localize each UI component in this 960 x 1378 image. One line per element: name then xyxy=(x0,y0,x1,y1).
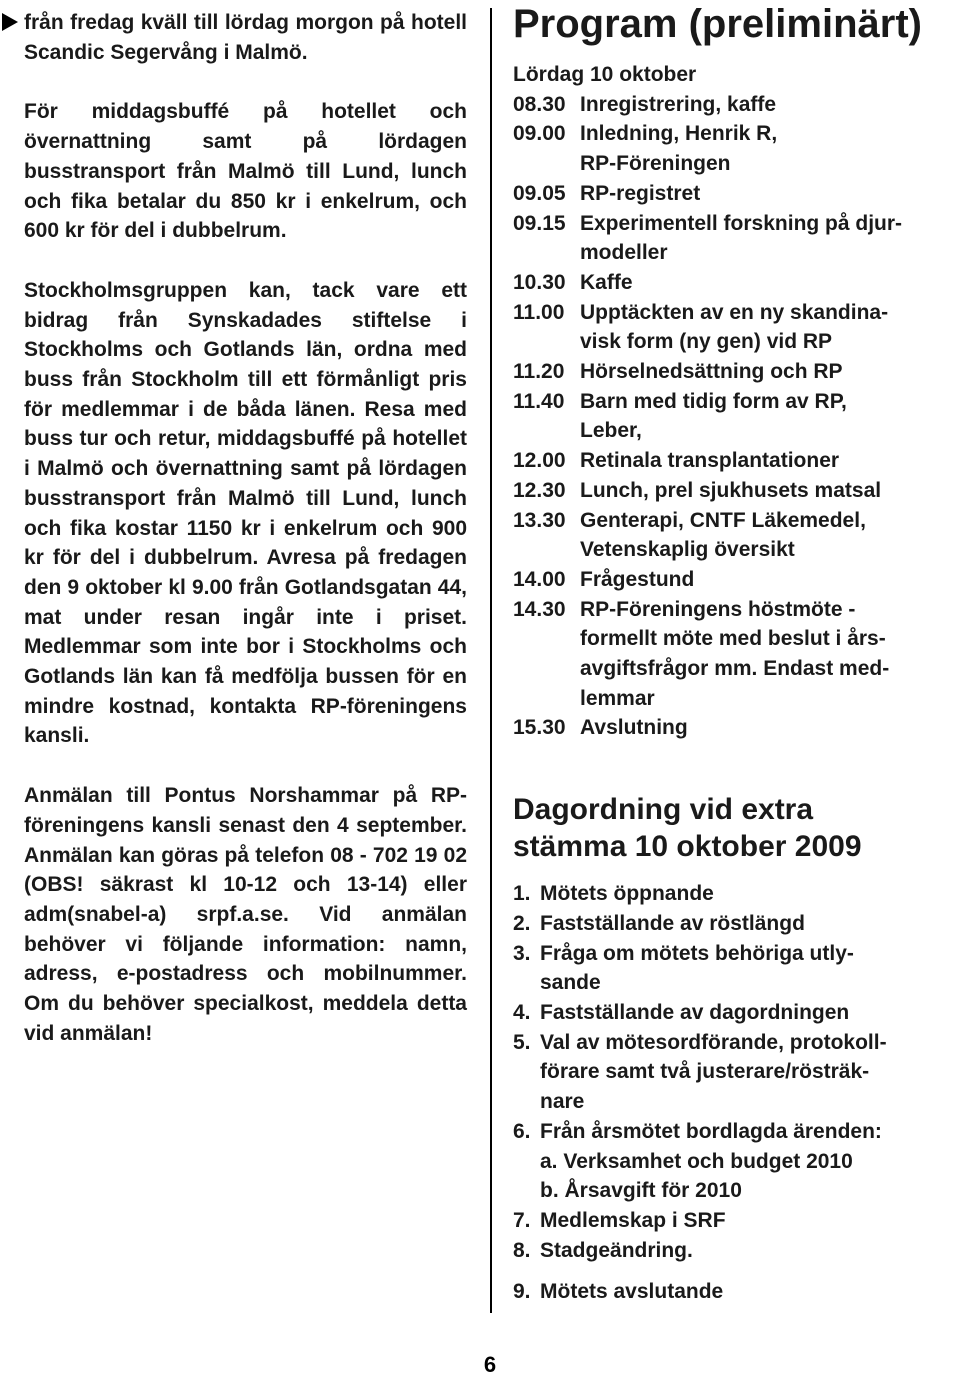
program-text-line: Barn med tidig form av RP, xyxy=(580,389,847,413)
program-item xyxy=(513,506,953,565)
agenda-title-line1: Dagordning vid extra xyxy=(513,793,814,827)
agenda-item xyxy=(513,939,953,998)
agenda-text xyxy=(540,1277,953,1307)
program-time: 11.20 xyxy=(513,360,565,384)
program-item xyxy=(513,357,953,387)
program-list xyxy=(513,90,953,743)
agenda-text xyxy=(540,1206,953,1236)
agenda-text-line: Stadgeändring. xyxy=(540,1238,693,1262)
program-text-line: Genterapi, CNTF Läkemedel, xyxy=(580,508,866,532)
agenda-text xyxy=(540,998,953,1028)
agenda-text-line: Fastställande av röstlängd xyxy=(540,911,805,935)
program-text xyxy=(580,595,953,714)
agenda-number: 4. xyxy=(513,1000,531,1024)
program-text-line: Leber, xyxy=(580,419,642,443)
arrow-right-icon xyxy=(2,13,18,31)
program-text xyxy=(580,565,953,595)
agenda-list xyxy=(513,879,953,1307)
program-time: 12.00 xyxy=(513,449,566,473)
program-time: 14.00 xyxy=(513,567,566,591)
agenda-title-line2: stämma 10 oktober 2009 xyxy=(513,830,862,864)
program-text-line: modeller xyxy=(580,241,668,265)
paragraph-intro: från fredag kväll till lördag morgon på hotell Scandic Segervång i Malmö. xyxy=(24,11,467,64)
page-number: 6 xyxy=(483,1352,497,1377)
program-item xyxy=(513,179,953,209)
program-text-line: Experimentell forskning på djur- xyxy=(580,211,903,235)
program-text xyxy=(580,268,953,298)
program-text xyxy=(580,476,953,506)
agenda-number: 1. xyxy=(513,882,531,906)
program-item xyxy=(513,298,953,357)
program-item xyxy=(513,713,953,743)
agenda-text-line: nare xyxy=(540,1090,585,1114)
program-time: 12.30 xyxy=(513,478,566,502)
program-text-line: avgiftsfrågor mm. Endast med- xyxy=(580,657,890,681)
program-text-line: visk form (ny gen) vid RP xyxy=(580,330,833,354)
program-text xyxy=(580,119,953,178)
program-text-line: Vetenskaplig översikt xyxy=(580,538,795,562)
program-text xyxy=(580,357,953,387)
agenda-text xyxy=(540,879,953,909)
program-time: 08.30 xyxy=(513,92,566,116)
program-text-line: Lunch, prel sjukhusets matsal xyxy=(580,478,882,502)
program-text xyxy=(580,506,953,565)
agenda-text xyxy=(540,1117,953,1206)
program-text xyxy=(580,90,953,120)
paragraph-price: För middagsbuffé på hotellet och övernattning samt på lördagen busstransport från Malmö till Lund, lunch och fika betalar du 850 kr i enkelrum, och 600 kr för del i dubbelrum. xyxy=(24,100,467,243)
program-title: Program (preliminärt) xyxy=(513,2,922,46)
program-time: 11.00 xyxy=(513,300,565,324)
agenda-item xyxy=(513,1028,953,1117)
program-text xyxy=(580,713,953,743)
program-text-line: Upptäckten av en ny skandina- xyxy=(580,300,889,324)
program-item xyxy=(513,119,953,178)
program-item xyxy=(513,90,953,120)
program-time: 09.05 xyxy=(513,181,566,205)
agenda-item xyxy=(513,1277,953,1307)
program-time: 14.30 xyxy=(513,597,566,621)
agenda-text-line: Mötets avslutande xyxy=(540,1280,724,1304)
program-text-line: Kaffe xyxy=(580,270,633,294)
agenda-text-line: sande xyxy=(540,971,601,995)
agenda-text-line: Fastställande av dagordningen xyxy=(540,1000,850,1024)
program-text-line: Frågestund xyxy=(580,567,695,591)
program-time: 09.15 xyxy=(513,211,566,235)
program-item xyxy=(513,268,953,298)
program-text-line: Avslutning xyxy=(580,716,688,740)
agenda-text-line: Fråga om mötets behöriga utly- xyxy=(540,941,854,965)
program-text xyxy=(580,179,953,209)
program-item xyxy=(513,476,953,506)
program-text-line: formellt möte med beslut i års- xyxy=(580,627,886,651)
program-text xyxy=(580,387,953,446)
program-text-line: RP-Föreningen xyxy=(580,152,731,176)
program-time: 10.30 xyxy=(513,270,566,294)
agenda-text-line: Val av mötesordförande, protokoll- xyxy=(540,1030,887,1054)
program-text-line: Inledning, Henrik R, xyxy=(580,122,778,146)
program-text xyxy=(580,446,953,476)
agenda-item xyxy=(513,1117,953,1206)
program-text-line: Hörselnedsättning och RP xyxy=(580,360,843,384)
agenda-text-line: b. Årsavgift för 2010 xyxy=(540,1179,742,1203)
program-item xyxy=(513,209,953,268)
agenda-text xyxy=(540,909,953,939)
column-divider xyxy=(490,8,492,1313)
agenda-text-line: Medlemskap i SRF xyxy=(540,1208,726,1232)
paragraph-stockholm: Stockholmsgruppen kan, tack vare ett bidrag från Synskadades stiftelse i Stockholms och Gotlands län, ordna med buss från Stockholm till ett förmånligt pris för medlemmar i de båda länen. Resa med buss tur och retur, middagsbuffé på hotellet i Malmö och övernattning samt på lördagen busstransport från Malmö till Lund, lunch och fika kostar 1150 kr i enkelrum och 900 kr för del i dubbelrum. Avresa på fredagen den 9 oktober kl 9.00 från Gotlandsgatan 44, mat under resan ingår inte i priset. Medlemmar som inte bor i Stockholms och Gotlands län kan få medfölja bussen för en mindre kostnad, kontakta RP-föreningens kansli. xyxy=(24,278,467,748)
program-text xyxy=(580,209,953,268)
agenda-text xyxy=(540,1236,953,1266)
agenda-item xyxy=(513,879,953,909)
program-time: 11.40 xyxy=(513,389,565,413)
program-text-line: RP-registret xyxy=(580,181,701,205)
program-text-line: RP-Föreningens höstmöte - xyxy=(580,597,856,621)
agenda-text-line: förare samt två justerare/rösträk- xyxy=(540,1060,870,1084)
program-item xyxy=(513,565,953,595)
paragraph-registration: Anmälan till Pontus Norshammar på RP-föreningens kansli senast den 4 september. Anmälan kan göras på telefon 08 - 702 19 02 (OBS! säkrast kl 10-12 och 13-14) eller adm(snabel-a) srpf.a.se. Vid anmälan behöver vi följande information: namn, adress, e-postadress och mobilnummer. Om du behöver specialkost, meddela detta vid anmälan! xyxy=(24,784,467,1045)
left-column xyxy=(24,8,467,1079)
agenda-title xyxy=(513,791,953,865)
program-time: 13.30 xyxy=(513,508,566,532)
agenda-number: 5. xyxy=(513,1030,531,1054)
agenda-text-line: a. Verksamhet och budget 2010 xyxy=(540,1149,853,1173)
program-date: Lördag 10 oktober xyxy=(513,63,697,86)
right-column xyxy=(513,0,953,1307)
agenda-number: 9. xyxy=(513,1280,531,1304)
program-text-line: Inregistrering, kaffe xyxy=(580,92,777,116)
agenda-item xyxy=(513,909,953,939)
agenda-item xyxy=(513,998,953,1028)
agenda-text xyxy=(540,939,953,998)
program-text-line: lemmar xyxy=(580,686,655,710)
agenda-text xyxy=(540,1028,953,1117)
agenda-text-line: Mötets öppnande xyxy=(540,882,714,906)
agenda-number: 8. xyxy=(513,1238,531,1262)
program-item xyxy=(513,595,953,714)
program-item xyxy=(513,446,953,476)
agenda-text-line: Från årsmötet bordlagda ärenden: xyxy=(540,1119,882,1143)
agenda-item xyxy=(513,1206,953,1236)
program-time: 09.00 xyxy=(513,122,566,146)
agenda-number: 2. xyxy=(513,911,531,935)
program-time: 15.30 xyxy=(513,716,566,740)
program-text xyxy=(580,298,953,357)
intro-block xyxy=(24,8,467,67)
agenda-item xyxy=(513,1236,953,1266)
program-text-line: Retinala transplantationer xyxy=(580,449,840,473)
agenda-number: 6. xyxy=(513,1119,531,1143)
agenda-number: 3. xyxy=(513,941,531,965)
agenda-number: 7. xyxy=(513,1208,531,1232)
program-item xyxy=(513,387,953,446)
